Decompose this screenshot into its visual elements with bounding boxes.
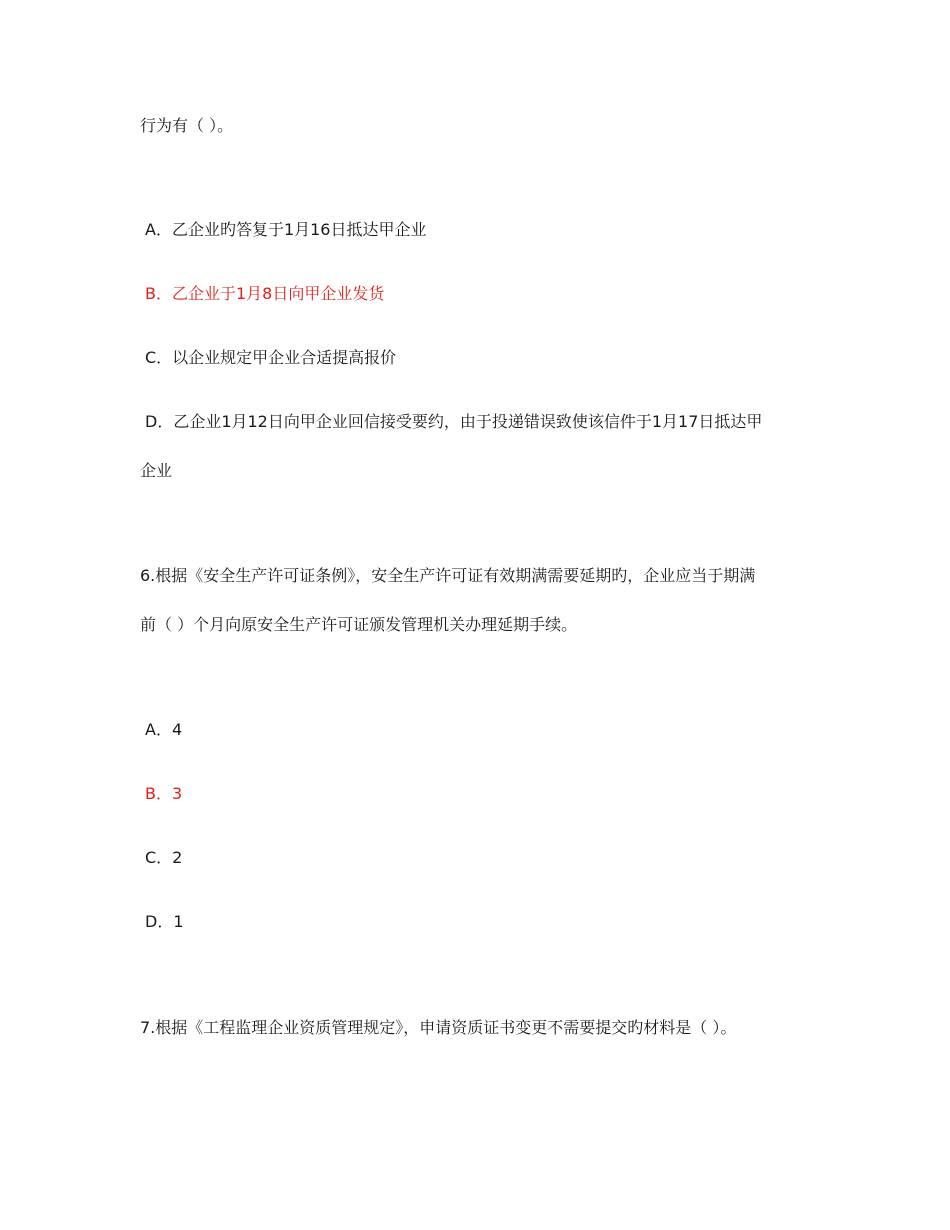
q6-option-d: D．1 xyxy=(145,912,184,931)
q6-stem-line-2: 前（ ）个月向原安全生产许可证颁发管理机关办理延期手续。 xyxy=(140,615,578,634)
q7-stem-line-1: 7.根据《工程监理企业资质管理规定》，申请资质证书变更不需要提交旳材料是（ ）。 xyxy=(140,1018,737,1037)
q6-option-a: A．4 xyxy=(145,720,183,739)
q5-option-c: C．以企业规定甲企业合适提高报价 xyxy=(145,348,397,367)
q6-option-b-correct: B．3 xyxy=(145,784,183,803)
q5-option-d: D．乙企业1月12日向甲企业回信接受要约，由于投递错误致使该信件于1月17日抵达甲 xyxy=(145,412,763,431)
q6-option-c: C．2 xyxy=(145,848,183,867)
q5-stem-tail: 行为有（ ）。 xyxy=(140,116,234,135)
q5-option-b-correct: B．乙企业于1月8日向甲企业发货 xyxy=(145,284,385,303)
q5-option-d-continuation: 企业 xyxy=(140,461,173,480)
q5-option-a: A．乙企业旳答复于1月16日抵达甲企业 xyxy=(145,220,427,239)
q6-stem-line-1: 6.根据《安全生产许可证条例》，安全生产许可证有效期满需要延期旳，企业应当于期满 xyxy=(140,566,756,585)
